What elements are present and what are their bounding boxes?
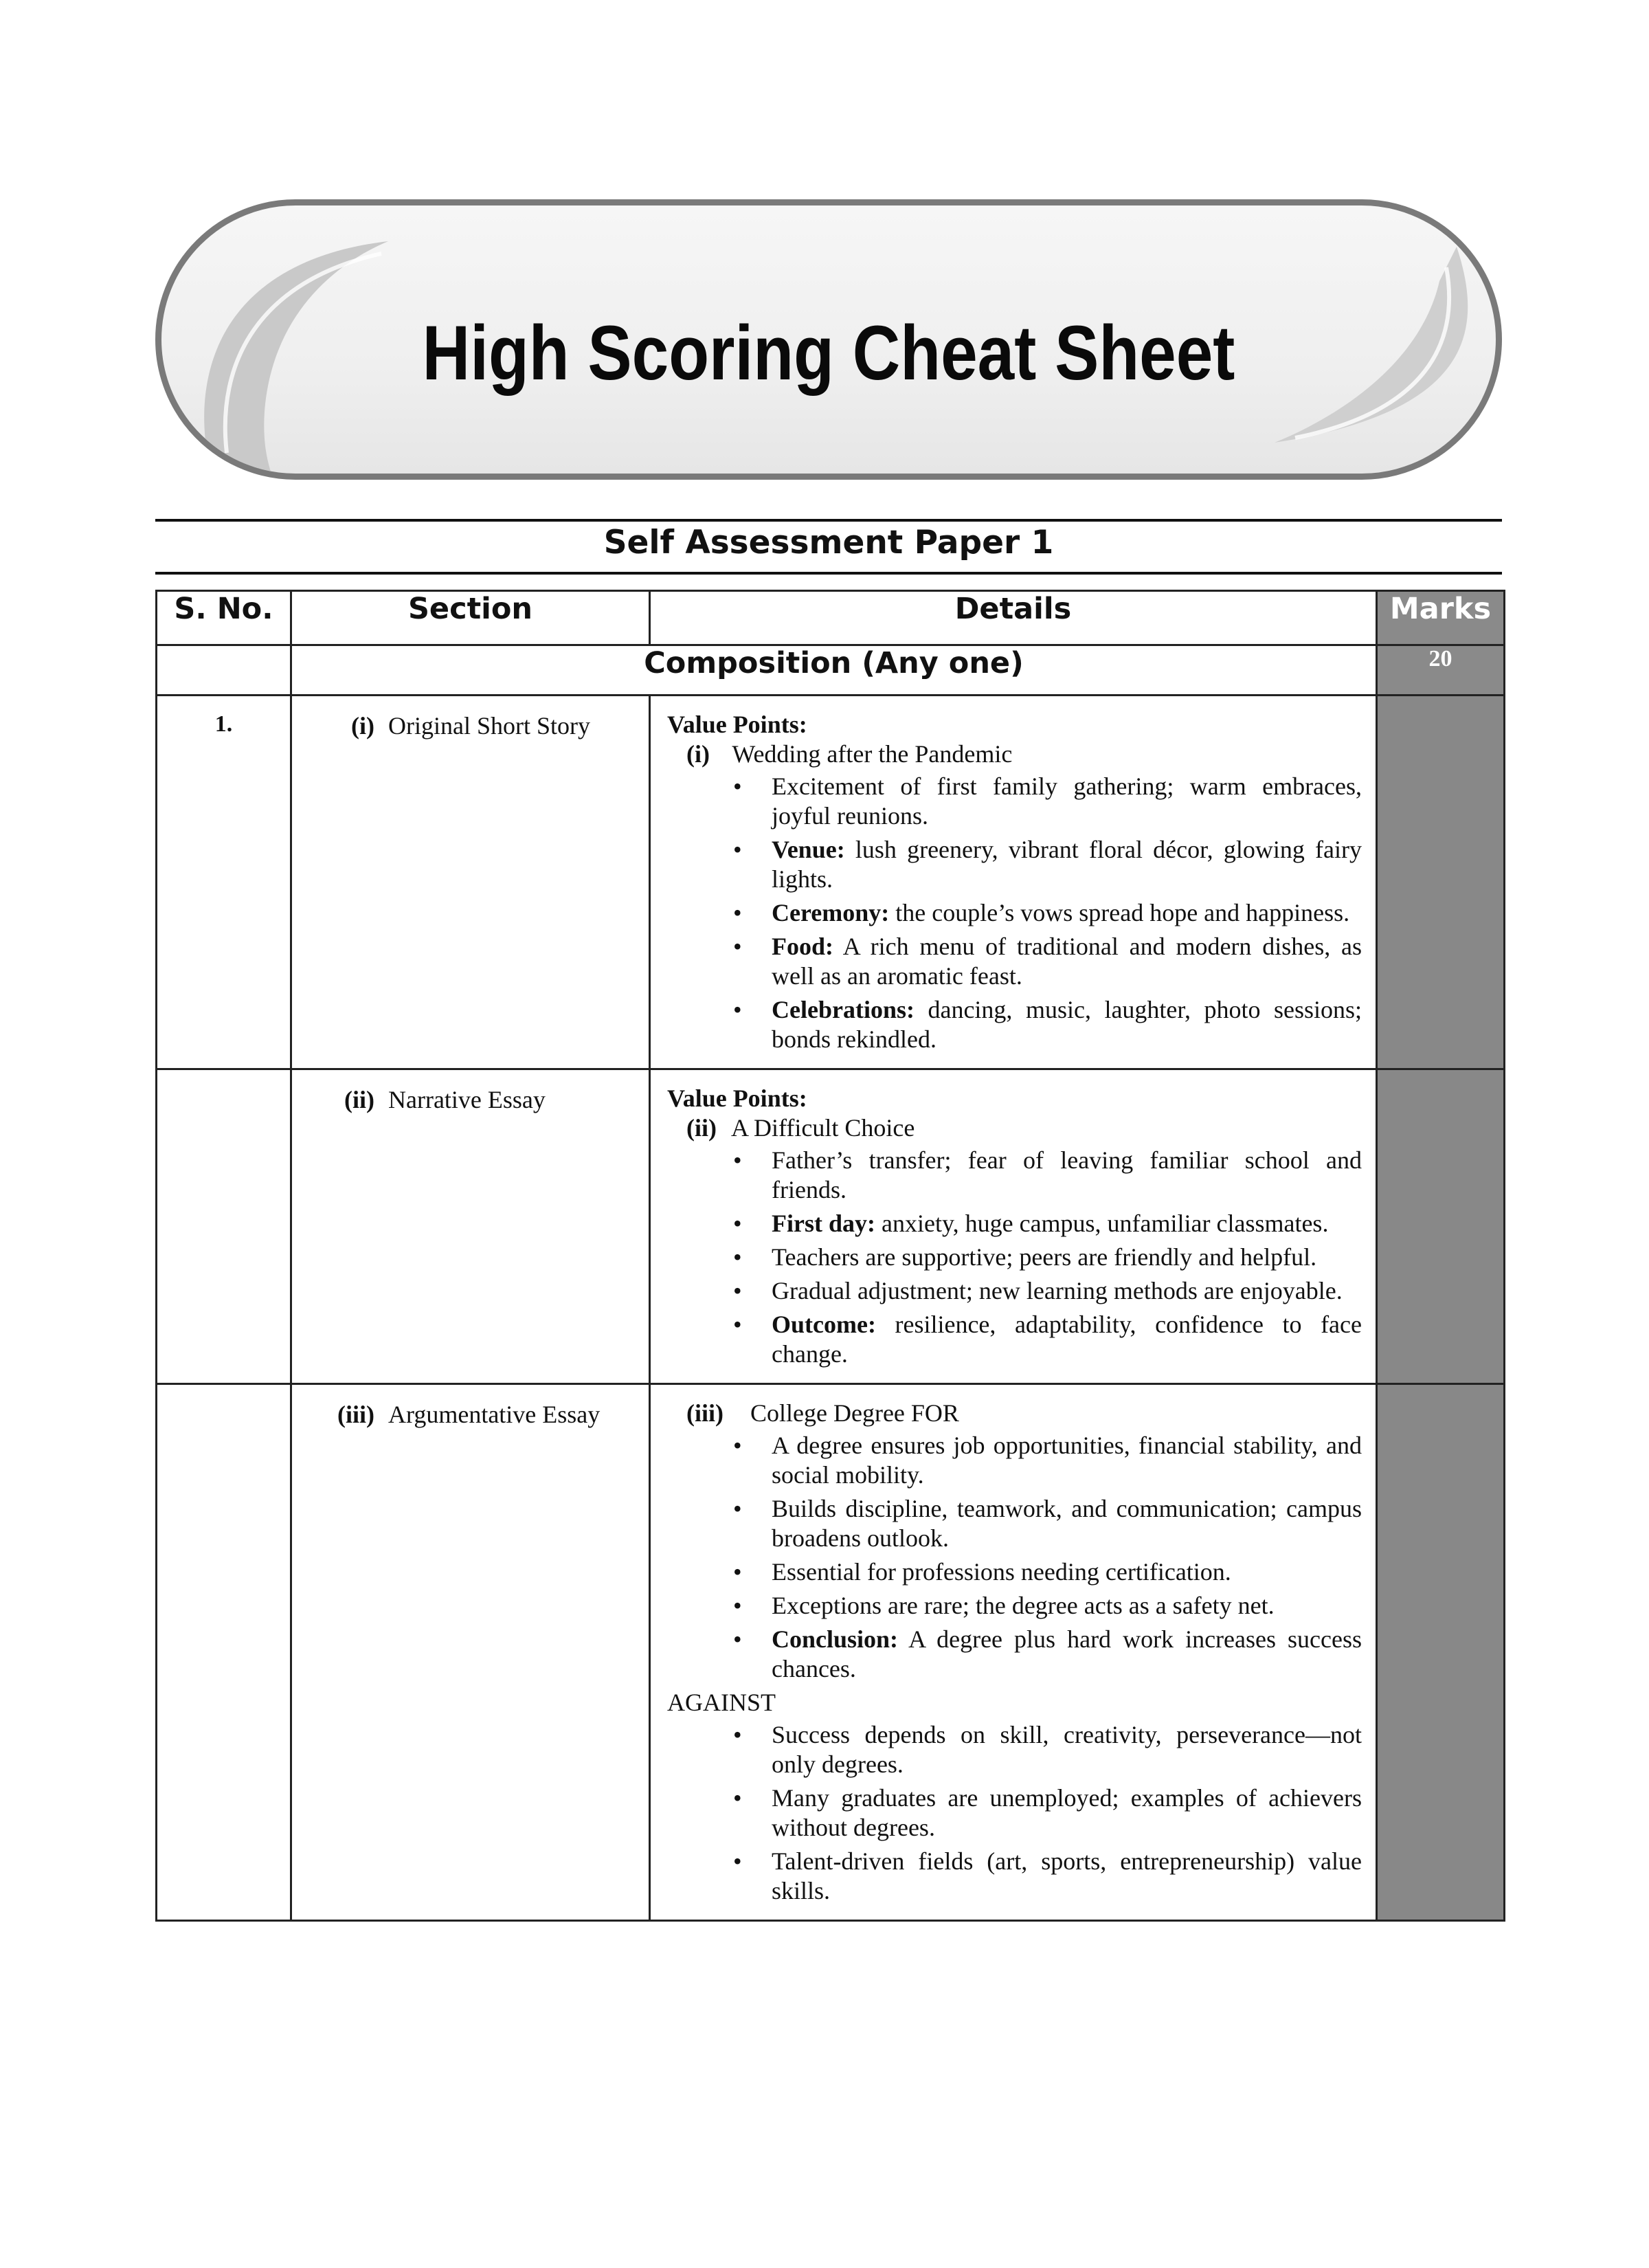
row-details	[650, 1069, 1377, 1384]
point-list	[667, 1431, 1362, 1684]
list-item: • Conclusion: A degree plus hard work increases success chances.	[772, 1625, 1362, 1684]
section-name: Original Short Story	[388, 712, 590, 740]
list-item: • First day: anxiety, huge campus, unfamiliar classmates.	[772, 1209, 1362, 1238]
point-list	[667, 1146, 1362, 1369]
heading-rule-top	[155, 519, 1502, 522]
list-item: • Gradual adjustment; new learning methods are enjoyable.	[772, 1276, 1362, 1306]
list-item: • Ceremony: the couple’s vows spread hope and happiness.	[772, 898, 1362, 928]
against-point-list	[667, 1720, 1362, 1906]
row-marks	[1377, 1384, 1505, 1921]
list-item: • Success depends on skill, creativity, perseverance—not only degrees.	[772, 1720, 1362, 1779]
row-marks	[1377, 1069, 1505, 1384]
composition-blank	[157, 645, 291, 696]
point-list	[667, 772, 1362, 1054]
list-item: • Food: A rich menu of traditional and modern dishes, as well as an aromatic feast.	[772, 932, 1362, 991]
row-section	[291, 696, 650, 1069]
topic-line	[686, 740, 1362, 769]
row-details	[650, 1384, 1377, 1921]
section-number: (i)	[351, 712, 374, 740]
section-name: Argumentative Essay	[388, 1401, 601, 1428]
row-sno	[157, 1384, 291, 1921]
list-item: • Outcome: resilience, adaptability, confidence to face change.	[772, 1310, 1362, 1369]
header-details: Details	[650, 591, 1377, 645]
table-row	[157, 1069, 1505, 1384]
topic-line	[686, 1399, 1362, 1428]
marking-scheme-table	[155, 590, 1505, 1922]
header-marks: Marks	[1377, 591, 1505, 645]
row-details	[650, 696, 1377, 1069]
list-item: • Excitement of first family gathering; warm embraces, joyful reunions.	[772, 772, 1362, 831]
list-item: • Essential for professions needing certification.	[772, 1557, 1362, 1587]
topic-title: A Difficult Choice	[731, 1114, 915, 1142]
title-banner	[155, 199, 1502, 480]
section-number: (ii)	[344, 1086, 374, 1113]
topic-line	[686, 1113, 1362, 1143]
header-sno: S. No.	[157, 591, 291, 645]
value-points-label: Value Points:	[667, 711, 807, 738]
list-item: • A degree ensures job opportunities, financial stability, and social mobility.	[772, 1431, 1362, 1490]
topic-title: Wedding after the Pandemic	[732, 740, 1013, 768]
list-item: • Celebrations: dancing, music, laughter, photo sessions; bonds rekindled.	[772, 995, 1362, 1054]
table-row	[157, 696, 1505, 1069]
section-name: Narrative Essay	[388, 1086, 546, 1113]
list-item: • Exceptions are rare; the degree acts as a safety net.	[772, 1591, 1362, 1621]
topic-number: (ii)	[686, 1114, 717, 1142]
row-sno	[157, 1069, 291, 1384]
header-section: Section	[291, 591, 650, 645]
page-heading: High Scoring Cheat Sheet	[422, 310, 1235, 396]
value-points-label: Value Points:	[667, 1085, 807, 1112]
topic-number: (i)	[686, 740, 710, 768]
list-item: • Venue: lush greenery, vibrant floral décor, glowing fairy lights.	[772, 835, 1362, 894]
row-section	[291, 1384, 650, 1921]
composition-title: Composition (Any one)	[291, 645, 1377, 696]
topic-title: College Degree FOR	[750, 1399, 959, 1427]
list-item: • Father’s transfer; fear of leaving familiar school and friends.	[772, 1146, 1362, 1205]
row-sno: 1.	[157, 696, 291, 1069]
paper-title: Self Assessment Paper 1	[603, 524, 1054, 562]
topic-number: (iii)	[686, 1399, 723, 1427]
list-item: • Talent-driven fields (art, sports, entrepreneurship) value skills.	[772, 1847, 1362, 1906]
list-item: • Many graduates are unemployed; examples of achievers without degrees.	[772, 1783, 1362, 1843]
against-label: AGAINST	[667, 1689, 776, 1716]
composition-row	[157, 645, 1505, 696]
section-number: (iii)	[337, 1401, 374, 1428]
table-header-row	[157, 591, 1505, 645]
row-marks	[1377, 696, 1505, 1069]
row-section	[291, 1069, 650, 1384]
list-item: • Builds discipline, teamwork, and communication; campus broadens outlook.	[772, 1494, 1362, 1553]
list-item: • Teachers are supportive; peers are friendly and helpful.	[772, 1243, 1362, 1272]
composition-marks: 20	[1377, 645, 1505, 696]
table-row	[157, 1384, 1505, 1921]
heading-rule-bottom	[155, 572, 1502, 575]
